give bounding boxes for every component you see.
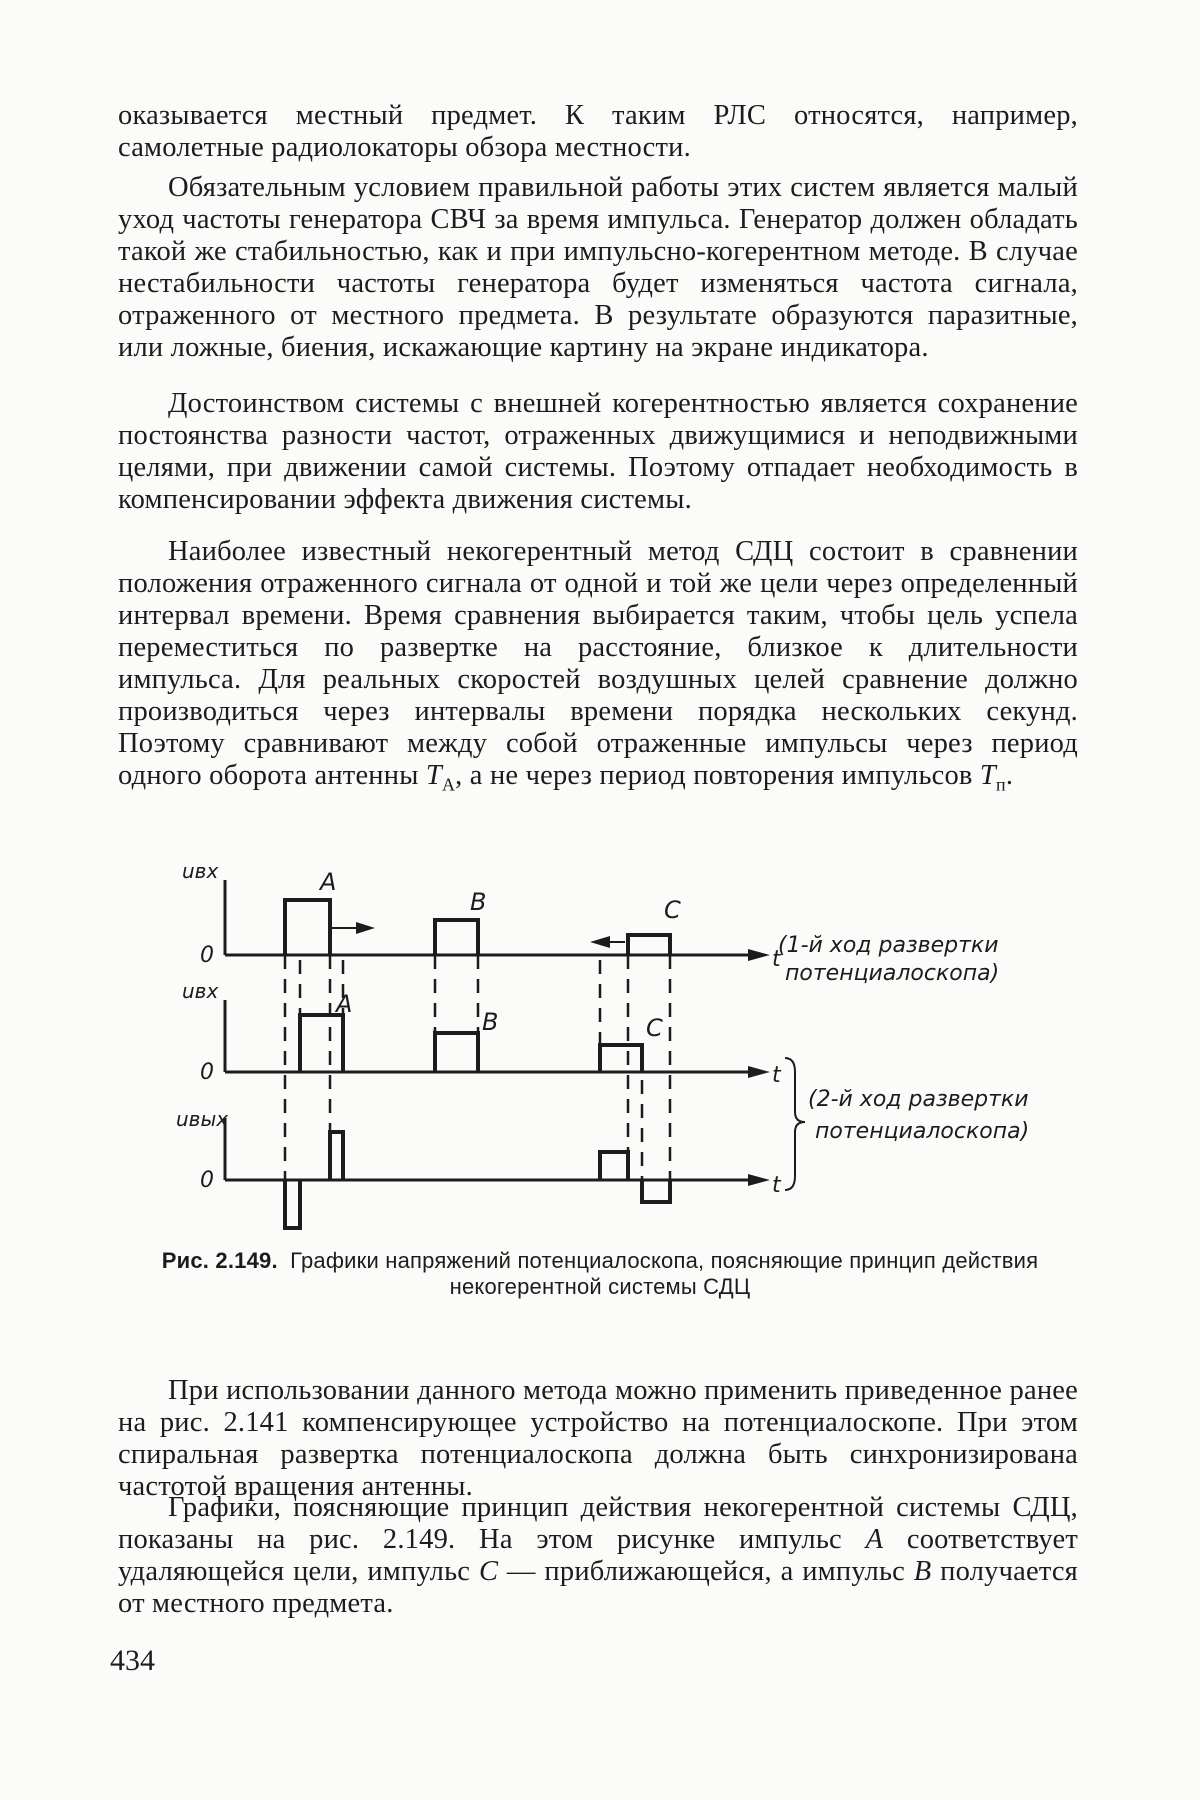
paragraph-6-text-d: получается от местного предмета. [118, 1556, 1078, 1619]
paragraph-2: Обязательным условием правильной работы этих систем является малый уход частоты генератора СВЧ за время импульса. Генератор должен обладать такой же стабильностью, как и при импульсно-когерентном методе. В случае нестабильности частоты генератора будет изменяться частота сигнала, отраженного от местного предмета. В результате образуются паразитные, или ложные, биения, искажающие картину на экране индикатора. [118, 172, 1078, 363]
symbol-pulse-a: А [865, 1524, 884, 1555]
graph-3-negative-pulse-c [642, 1180, 670, 1202]
paragraph-1: оказывается местный предмет. К таким РЛС относятся, например, самолетные радиолокаторы обзора местности. [118, 100, 1078, 163]
paragraph-6-text-c: — приближающейся, а импульс [498, 1556, 914, 1587]
graph-3-y-label: uвых [176, 1107, 229, 1131]
symbol-t-p: $T_п$ [979, 760, 1006, 795]
graph-sweep-2-output [176, 1107, 782, 1228]
voltage-graphs-figure [0, 850, 1200, 1240]
paragraph-4-text-b: , а не через период повторения импульсов [455, 760, 980, 791]
graph-1-pulse-a [285, 900, 330, 955]
graph-3-t-label: t [772, 1173, 781, 1198]
graph-3-zero-label: 0 [200, 1168, 214, 1193]
figure-caption-number: Рис. 2.149. [161, 1248, 278, 1273]
paragraph-5: При использовании данного метода можно применить приведенное ранее на рис. 2.141 компенсирующее устройство на потенциалоскопе. При этом спиральная развертка потенциалоскопа должна быть синхронизирована частотой вращения антенны. [118, 1375, 1078, 1502]
paragraph-6 [118, 1492, 1078, 1620]
paragraph-4-text-a: Наиболее известный некогерентный метод СДЦ состоит в сравнении положения отраженного сигнала от одной и той же цели через определенный интервал времени. Время сравнения выбирается таким, чтобы цель успела переместиться по развертке на расстояние, близкое к длительности импульса. Для реальных скоростей воздушных целей сравнение должно производиться через интервалы времени порядка нескольких секунд. Поэтому сравнивают между собой отраженные импульсы через период одного оборота антенны [118, 536, 1078, 791]
sweep-2-annotation-line-2: потенциалоскопа) [815, 1119, 1030, 1144]
symbol-t-p-subscript: п [995, 774, 1006, 795]
graph-1-pulse-b [435, 920, 478, 955]
graph-3-positive-pulse-c [600, 1152, 628, 1180]
sweep-1-annotation-line-1: (1-й ход развертки [778, 933, 999, 958]
graph-1-zero-label: 0 [200, 943, 214, 968]
graph-1-arrow-left-icon [590, 936, 610, 948]
graph-sweep-1 [182, 859, 999, 986]
paragraph-6-text-b: соответствует удаляющейся цели, импульс [118, 1524, 1078, 1587]
graph-sweep-2-input [182, 979, 782, 1088]
graph-3-negative-pulse-a [285, 1180, 300, 1228]
figure-caption [150, 1248, 1050, 1300]
graph-2-pulse-a-label: A [336, 990, 353, 1018]
symbol-t-a: $T_А$ [425, 760, 456, 795]
graph-2-t-label: t [772, 1063, 781, 1088]
graph-1-pulse-b-label: B [470, 888, 487, 916]
graph-1-pulse-c-label: C [664, 896, 681, 924]
page-number: 434 [110, 1644, 155, 1677]
graph-1-arrow-right-icon [356, 922, 375, 934]
sweep-1-annotation-line-2: потенциалоскопа) [785, 961, 1000, 986]
graph-2-pulse-a [300, 1015, 343, 1072]
graph-3-positive-pulse-a [330, 1132, 343, 1180]
symbol-t-a-subscript: А [441, 774, 456, 795]
graph-2-y-label: uвх [182, 979, 219, 1003]
graph-2-pulse-b [435, 1033, 478, 1072]
symbol-pulse-b: В [913, 1556, 932, 1587]
graph-1-pulse-a-label: A [320, 868, 337, 896]
sweep-2-brace [785, 1058, 805, 1190]
graph-1-pulse-c [628, 935, 670, 955]
paragraph-6-text-a: Графики, поясняющие принцип действия некогерентной системы СДЦ, показаны на рис. 2.149. На этом рисунке импульс [118, 1492, 1078, 1555]
graph-1-t-label: t [772, 947, 781, 972]
sweep-2-annotation-line-1: (2-й ход развертки [808, 1087, 1029, 1112]
graph-2-x-arrow-icon [748, 1066, 770, 1078]
symbol-pulse-c: С [478, 1556, 499, 1587]
graph-1-y-label: uвх [182, 859, 219, 883]
graph-2-pulse-c-label: C [646, 1014, 663, 1042]
graph-1-x-arrow-icon [748, 949, 770, 961]
graph-3-x-arrow-icon [748, 1174, 770, 1186]
paragraph-4-text-c: . [1005, 760, 1014, 791]
paragraph-3: Достоинством системы с внешней когерентностью является сохранение постоянства разности частот, отраженных движущимися и неподвижными целями, при движении самой системы. Поэтому отпадает необходимость в компенсировании эффекта движения системы. [118, 388, 1078, 515]
graph-2-zero-label: 0 [200, 1060, 214, 1085]
figure-caption-text: Графики напряжений потенциалоскопа, поясняющие принцип действия некогерентной системы СДЦ [290, 1248, 1039, 1299]
graph-2-pulse-c [600, 1045, 642, 1072]
paragraph-4 [118, 536, 1078, 801]
graph-2-pulse-b-label: B [482, 1008, 499, 1036]
